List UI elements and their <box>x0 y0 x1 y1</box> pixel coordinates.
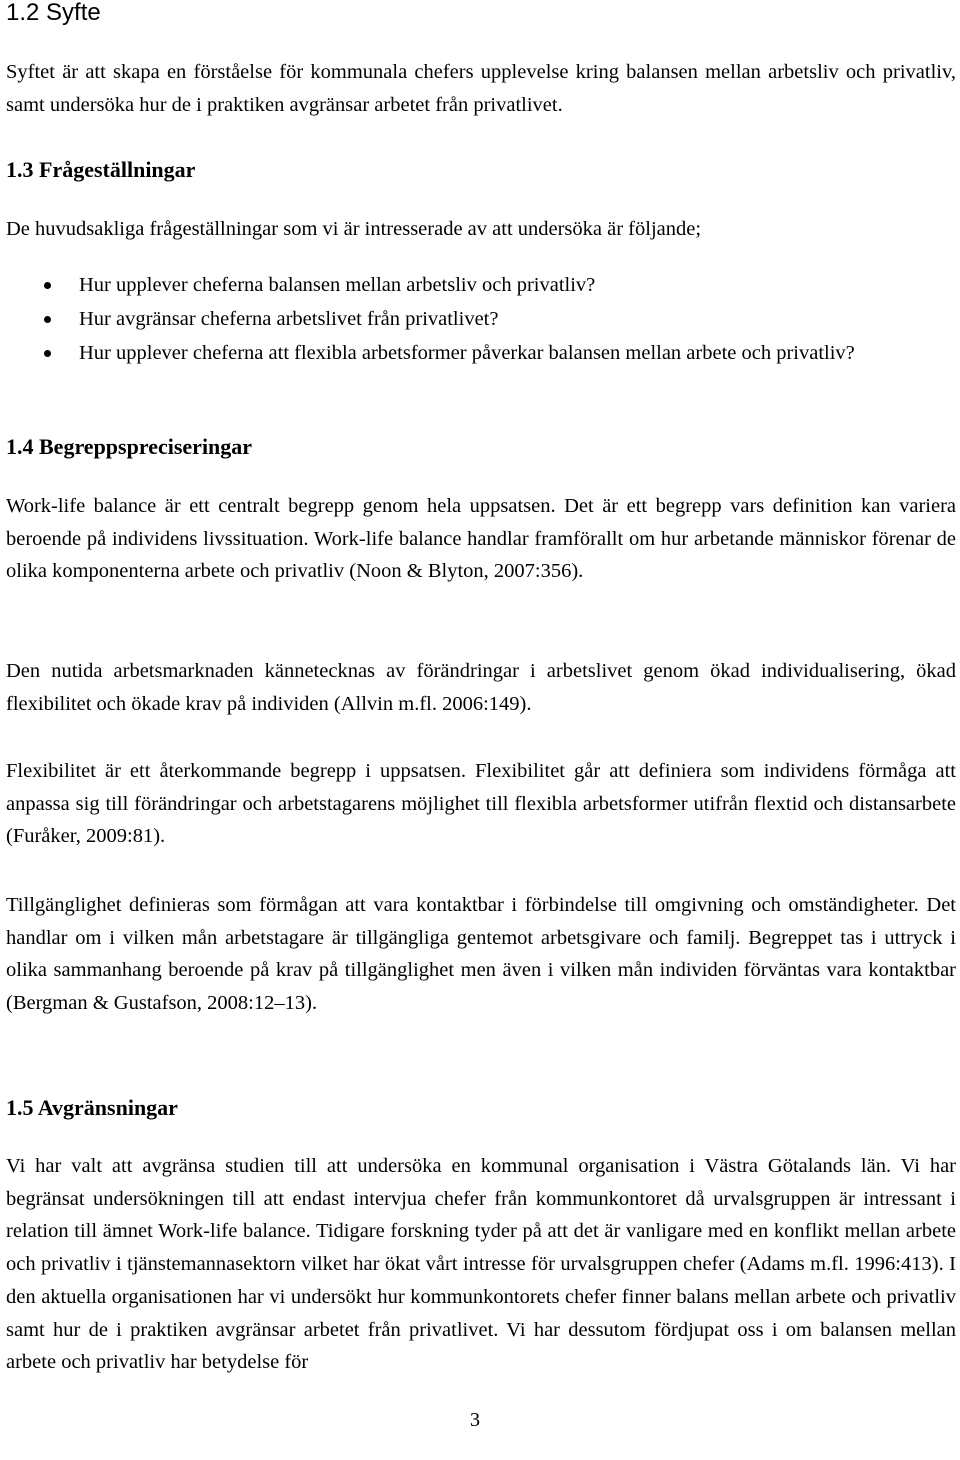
bullet-icon <box>44 350 51 357</box>
section-1-4-paragraph-3: Flexibilitet är ett återkommande begrepp i uppsatsen. Flexibilitet går att definiera som individens förmåga att anpassa sig till förändringar och arbetstagarens möjlighet till flexibla arbetsformer utifrån flextid och distansarbete (Furåker, 2009:81). <box>6 760 956 848</box>
section-1-3-heading: 1.3 Frågeställningar <box>6 157 196 182</box>
section-1-4-paragraph-1: Work-life balance är ett centralt begrepp genom hela uppsatsen. Det är ett begrepp vars definition kan variera beroende på individens livssituation. Work-life balance handlar framförallt om hur arbetande människor förenar de olika komponenterna arbete och privatliv (Noon & Blyton, 2007:356). <box>6 495 956 583</box>
bullet-icon <box>44 316 51 323</box>
section-1-4-heading: 1.4 Begreppspreciseringar <box>6 434 253 459</box>
question-list <box>6 268 956 370</box>
list-item: Hur avgränsar cheferna arbetslivet från privatlivet? <box>6 302 956 336</box>
page-number: 3 <box>470 1409 480 1431</box>
section-1-3-intro: De huvudsakliga frågeställningar som vi är intresserade av att undersöka är följande; <box>6 218 702 240</box>
section-1-2-paragraph: Syftet är att skapa en förståelse för kommunala chefers upplevelse kring balansen mellan arbetsliv och privatliv, samt undersöka hur de i praktiken avgränsar arbetet från privatlivet. <box>6 61 956 116</box>
section-1-5-paragraph: Vi har valt att avgränsa studien till att undersöka en kommunal organisation i Västra Götalands län. Vi har begränsat undersökningen till att endast intervjua chefer från kommunkontoret då urvalsgruppen är intressant i relation till ämnet Work-life balance. Tidigare forskning tyder på att det är vanligare med en konflikt mellan arbete och privatliv i tjänstemannasektorn vilket har ökat vårt intresse för urvalsgruppen chefer (Adams m.fl. 1996:413). I den aktuella organisationen har vi undersökt hur kommunkontorets chefer finner balans mellan arbete och privatliv samt hur de i praktiken avgränsar arbetet från privatlivet. Vi har dessutom fördjupat oss i om balansen mellan arbete och privatliv har betydelse för <box>6 1155 956 1374</box>
bullet-icon <box>44 282 51 289</box>
section-1-4-paragraph-4: Tillgänglighet definieras som förmågan att vara kontaktbar i förbindelse till omgivning och omständigheter. Det handlar om i vilken mån arbetstagare är tillgängliga gentemot arbetsgivare och familj. Begreppet tas i uttryck i olika sammanhang beroende på krav på tillgänglighet men även i vilken mån individen förväntas vara kontaktbar (Bergman & Gustafson, 2008:12–13). <box>6 894 956 1015</box>
section-1-4-paragraph-2: Den nutida arbetsmarknaden kännetecknas av förändringar i arbetslivet genom ökad individualisering, ökad flexibilitet och ökade krav på individen (Allvin m.fl. 2006:149). <box>6 660 956 715</box>
section-1-2-heading: 1.2 Syfte <box>6 0 101 26</box>
section-1-5-heading: 1.5 Avgränsningar <box>6 1095 178 1120</box>
list-item: Hur upplever cheferna att flexibla arbetsformer påverkar balansen mellan arbete och privatliv? <box>6 336 956 370</box>
list-item: Hur upplever cheferna balansen mellan arbetsliv och privatliv? <box>6 268 956 302</box>
